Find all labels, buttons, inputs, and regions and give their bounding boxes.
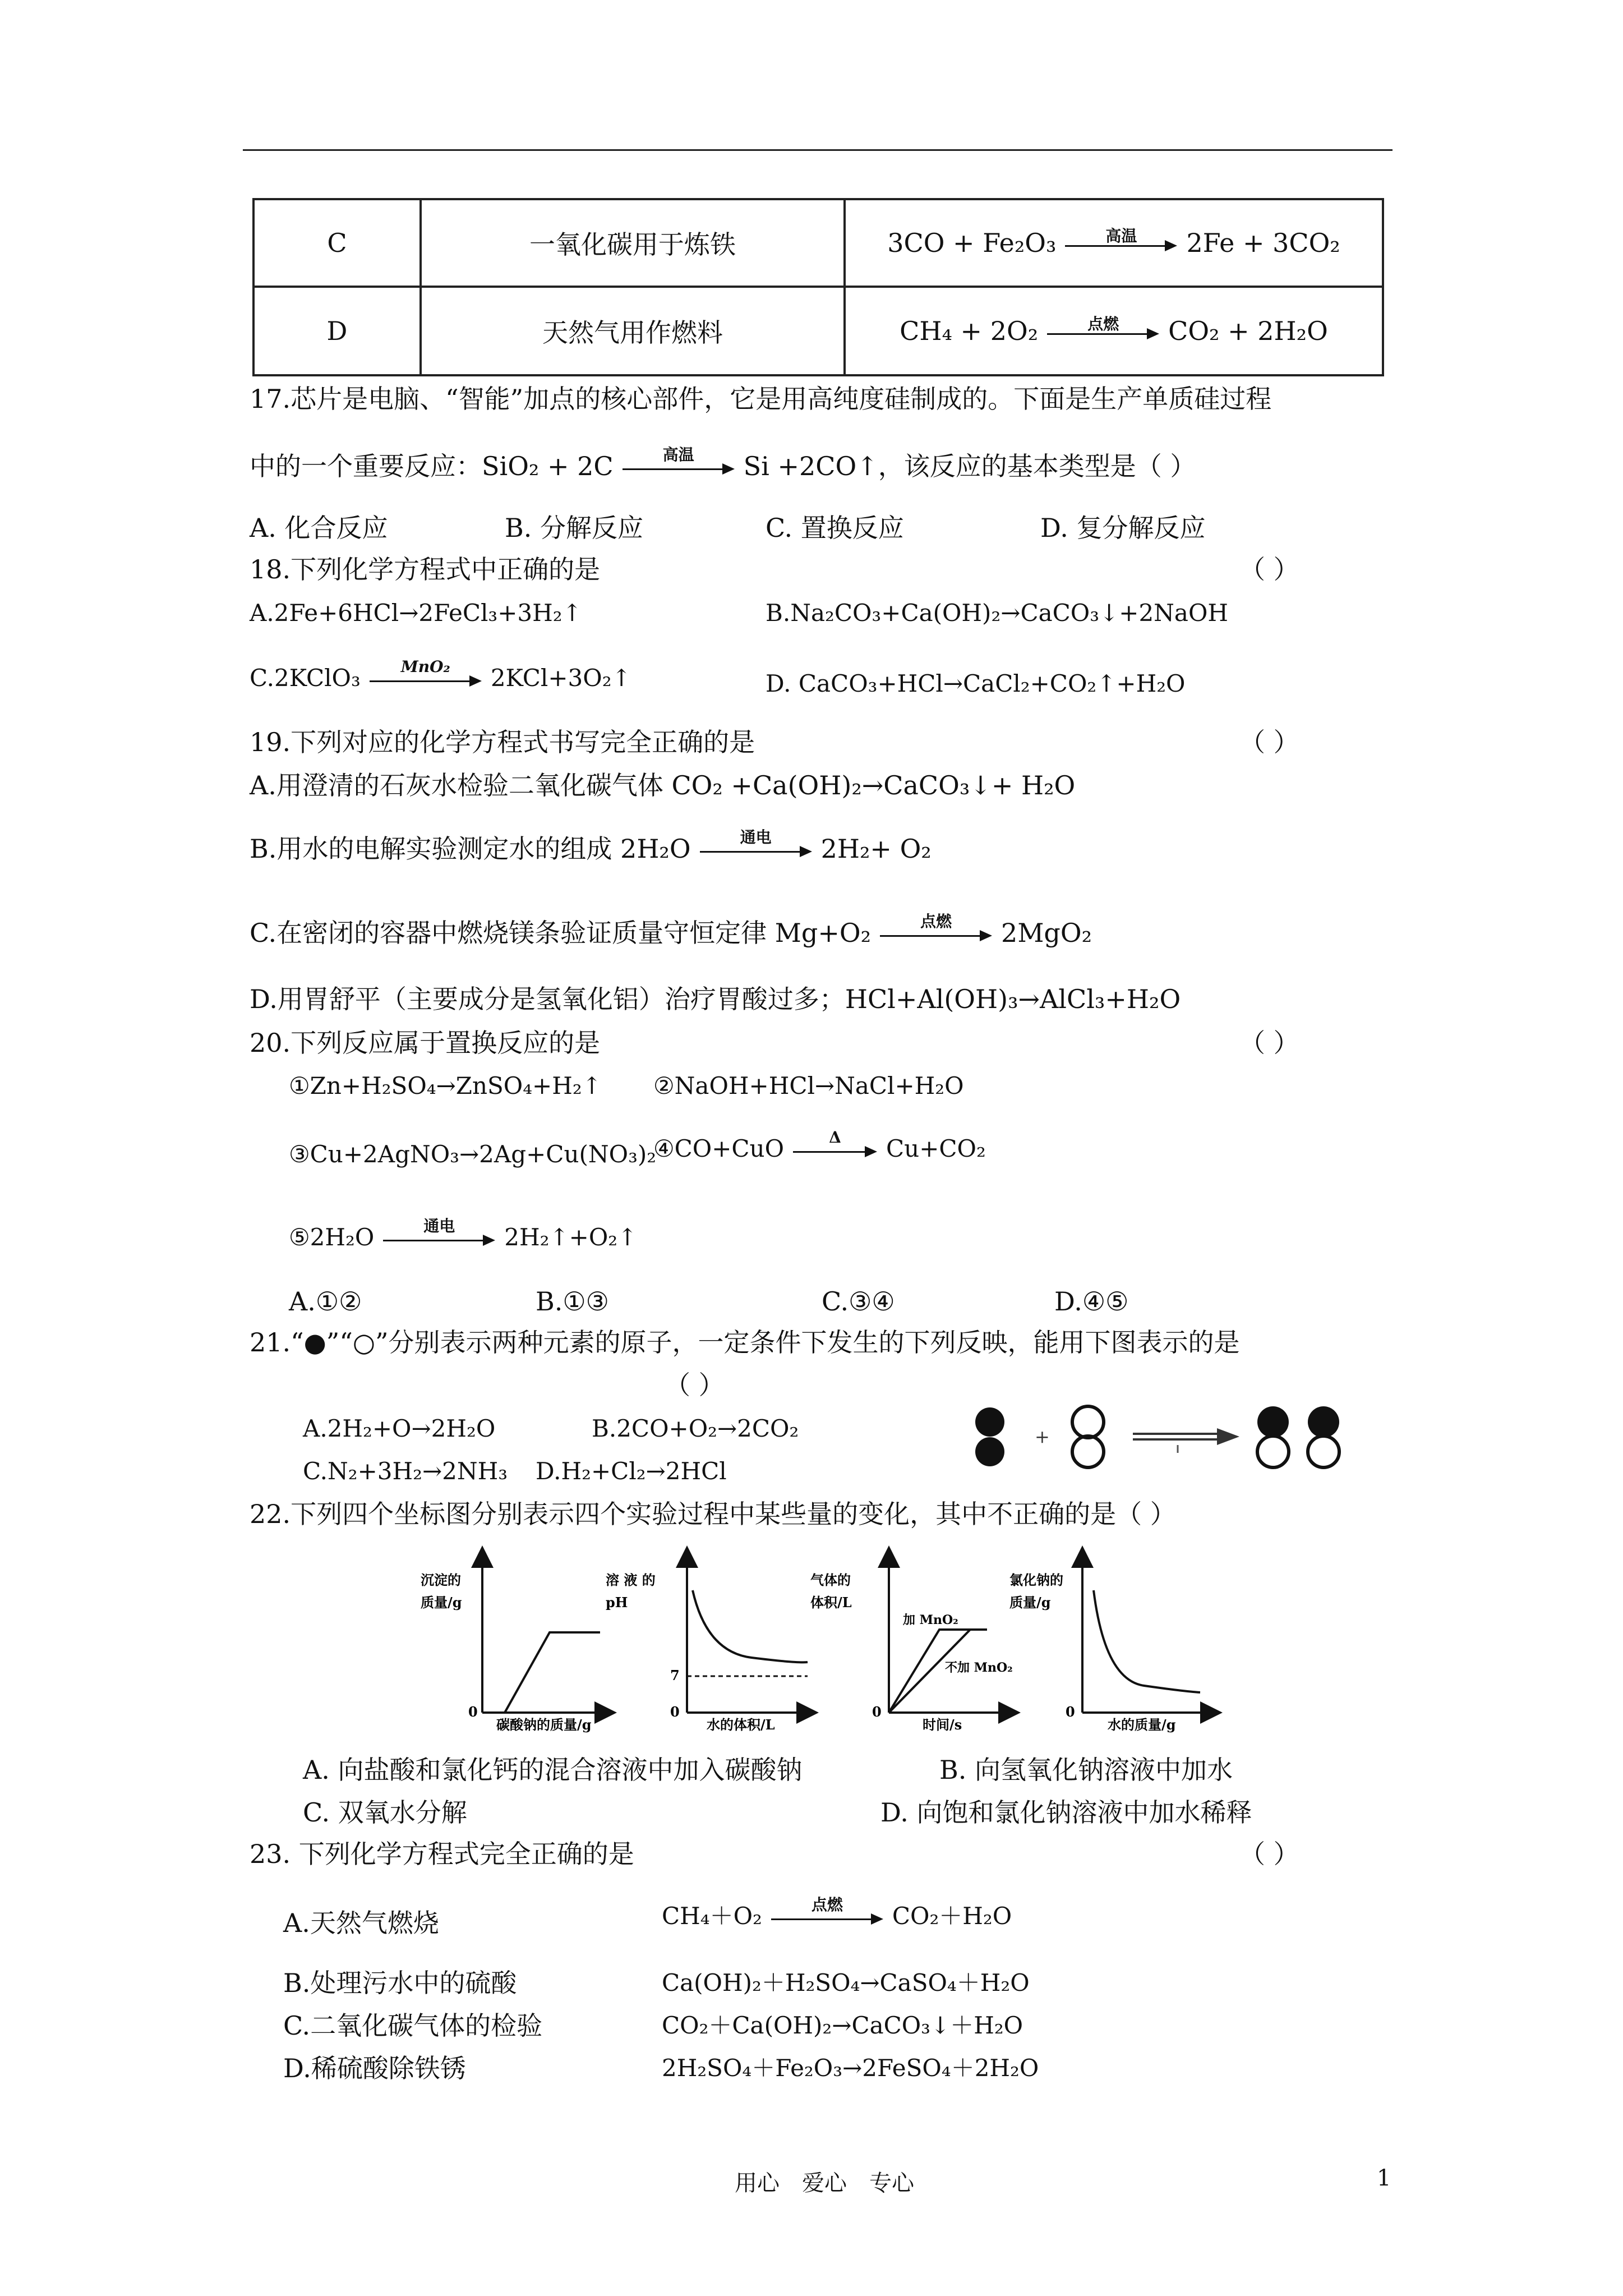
black-atom — [1308, 1406, 1339, 1438]
equation-left: 3CO + Fe₂O₃ — [887, 228, 1057, 258]
table-row — [253, 287, 1383, 375]
graph-ylabel: pH — [606, 1594, 628, 1611]
reaction-arrow — [1047, 315, 1159, 342]
graph-nacl — [1009, 1557, 1211, 1733]
q22-option-a: A. 向盐酸和氯化钙的混合溶液中加入碳酸钠 — [303, 1755, 803, 1785]
q22-stem: 22.下列四个坐标图分别表示四个实验过程中某些量的变化，其中不正确的是（ ） — [250, 1499, 1176, 1529]
q18-option-d: D. CaCO₃+HCl→CaCl₂+CO₂↑+H₂O — [766, 670, 1186, 697]
reaction-arrow — [1133, 1428, 1239, 1453]
q20-stem: 20.下列反应属于置换反应的是 — [250, 1028, 601, 1058]
graph-precipitate — [421, 1557, 606, 1733]
equation-left: C.在密闭的容器中燃烧镁条验证质量守恒定律 Mg+O₂ — [250, 918, 872, 948]
q20-reaction-4 — [653, 1128, 986, 1162]
graph-ylabel: 质量/g — [1009, 1594, 1051, 1611]
q19-option-c — [250, 912, 1092, 948]
graph-xlabel: 时间/s — [923, 1717, 962, 1733]
condition-label: 点燃 — [811, 1895, 843, 1914]
reaction-arrow — [793, 1128, 877, 1160]
table-row — [253, 199, 1383, 287]
table-cell — [845, 287, 1383, 375]
q23-option-a-eq — [662, 1895, 1012, 1930]
q23-option-b-label: B.处理污水中的硫酸 — [283, 1968, 517, 1998]
q23-option-d-eq: 2H₂SO₄＋Fe₂O₃→2FeSO₄＋2H₂O — [662, 2054, 1039, 2082]
condition-label: 高温 — [1105, 227, 1137, 245]
q19-stem: 19.下列对应的化学方程式书写完全正确的是 — [250, 727, 755, 757]
graph-ph — [606, 1557, 808, 1733]
equation-right: Si +2CO↑，该反应的基本类型是（ ） — [743, 451, 1196, 481]
q23-option-d-label: D.稀硫酸除铁锈 — [283, 2053, 466, 2083]
reaction-arrow — [383, 1217, 495, 1249]
white-atom — [1308, 1436, 1339, 1467]
graph-legend: 加 MnO₂ — [903, 1613, 958, 1627]
q17-option-a: A. 化合反应 — [250, 513, 388, 543]
white-atom — [1072, 1436, 1104, 1467]
graph-xlabel: 水的质量/g — [1108, 1717, 1176, 1733]
q21-paren: （ ） — [665, 1370, 725, 1400]
q17-option-c: C. 置换反应 — [766, 513, 904, 543]
q21-option-d: D.H₂+Cl₂→2HCl — [536, 1457, 727, 1485]
q22-option-c: C. 双氧水分解 — [303, 1797, 467, 1828]
graph-origin: 0 — [1066, 1704, 1075, 1720]
equation-right: 2KCl+3O₂↑ — [490, 664, 631, 692]
table-cell: D — [253, 287, 421, 375]
condition-label: 通电 — [740, 828, 772, 846]
equation-left: ④CO+CuO — [653, 1135, 785, 1162]
white-atom — [1257, 1436, 1289, 1467]
white-atom — [1072, 1406, 1104, 1438]
graph-curve — [505, 1632, 600, 1713]
q19-option-d: D.用胃舒平（主要成分是氢氧化铝）治疗胃酸过多；HCl+Al(OH)₃→AlCl₃+H₂O — [250, 984, 1181, 1014]
page-number: 1 — [1377, 2165, 1391, 2191]
graph-origin: 0 — [670, 1704, 680, 1720]
black-atom — [975, 1437, 1004, 1466]
q20-option-d: D.④⑤ — [1054, 1286, 1129, 1317]
q20-option-c: C.③④ — [822, 1286, 895, 1317]
graph-origin: 0 — [468, 1704, 478, 1720]
condition-label: Δ — [829, 1128, 841, 1147]
equation-left: CH₄ + 2O₂ — [900, 316, 1039, 346]
q20-option-a: A.①② — [289, 1286, 362, 1317]
q23-stem: 23. 下列化学方程式完全正确的是 — [250, 1839, 634, 1869]
q18-stem: 18.下列化学方程式中正确的是 — [250, 554, 601, 585]
q21-option-c: C.N₂+3H₂→2NH₃ — [303, 1457, 508, 1485]
q21-option-b: B.2CO+O₂→2CO₂ — [592, 1415, 799, 1442]
equation-left: ⑤2H₂O — [289, 1223, 375, 1251]
equation-right: 2H₂↑+O₂↑ — [504, 1223, 638, 1251]
q19-option-a: A.用澄清的石灰水检验二氧化碳气体 CO₂ +Ca(OH)₂→CaCO₃↓+ H₂O — [250, 770, 1076, 800]
reaction-arrow — [771, 1895, 883, 1927]
q20-reaction-5 — [289, 1217, 638, 1251]
reaction-arrow — [1065, 227, 1177, 254]
q20-option-b: B.①③ — [536, 1286, 609, 1317]
graph-mark: 7 — [670, 1667, 680, 1683]
graph-ylabel: 沉淀的 — [421, 1572, 461, 1588]
graph-xlabel: 碳酸钠的质量/g — [496, 1717, 592, 1733]
q17-option-b: B. 分解反应 — [505, 513, 644, 543]
condition-label: 点燃 — [1087, 315, 1119, 333]
table-cell: C — [253, 199, 421, 287]
q20-paren: （ ） — [1239, 1028, 1299, 1058]
q18-option-a: A.2Fe+6HCl→2FeCl₃+3H₂↑ — [250, 599, 582, 627]
q22-option-d: D. 向饱和氯化钠溶液中加水稀释 — [880, 1797, 1252, 1828]
condition-label: 点燃 — [920, 912, 952, 931]
equation-left: B.用水的电解实验测定水的组成 2H₂O — [250, 834, 691, 864]
black-atom — [1257, 1406, 1289, 1438]
graph-xlabel: 水的体积/L — [707, 1717, 775, 1733]
graph-ylabel: 氯化钠的 — [1009, 1572, 1063, 1588]
equation-right: CO₂＋H₂O — [892, 1902, 1012, 1930]
condition-label: MnO₂ — [400, 657, 450, 676]
plus-sign: + — [1035, 1426, 1050, 1447]
q22-option-b: B. 向氢氧化钠溶液中加水 — [939, 1755, 1233, 1785]
graph-curve — [1094, 1590, 1200, 1692]
reaction-arrow — [700, 828, 812, 860]
condition-label: 通电 — [423, 1217, 455, 1235]
q19-option-b — [250, 828, 932, 864]
graph-legend: 不加 MnO₂ — [945, 1660, 1013, 1675]
reaction-arrow — [623, 445, 735, 477]
q18-option-c — [250, 657, 631, 692]
equation-right: 2H₂+ O₂ — [820, 834, 932, 864]
graph-gas — [810, 1557, 1013, 1733]
reaction-arrow — [880, 912, 992, 944]
table-cell: 天然气用作燃料 — [421, 287, 845, 375]
equation-left: C.2KClO₃ — [250, 664, 361, 692]
q23-option-c-eq: CO₂＋Ca(OH)₂→CaCO₃↓＋H₂O — [662, 2012, 1023, 2039]
q18-paren: （ ） — [1239, 554, 1299, 585]
footer-motto: 用心 爱心 专心 — [735, 2170, 914, 2196]
table-cell — [845, 199, 1383, 287]
q21-option-a: A.2H₂+O→2H₂O — [303, 1415, 496, 1442]
graph-ylabel: 体积/L — [810, 1594, 852, 1611]
table-cell: 一氧化碳用于炼铁 — [421, 199, 845, 287]
equation-right: Cu+CO₂ — [886, 1135, 986, 1162]
equation-right: 2Fe + 3CO₂ — [1186, 228, 1340, 258]
equation-left: 中的一个重要反应：SiO₂ + 2C — [250, 451, 614, 481]
equation-right: 2MgO₂ — [1001, 918, 1092, 948]
q20-reaction-3: ③Cu+2AgNO₃→2Ag+Cu(NO₃)₂ — [289, 1140, 657, 1168]
graph-ylabel: 溶 液 的 — [606, 1572, 656, 1588]
q18-option-b: B.Na₂CO₃+Ca(OH)₂→CaCO₃↓+2NaOH — [766, 599, 1229, 627]
q19-paren: （ ） — [1239, 727, 1299, 757]
header-rule — [243, 149, 1393, 151]
molecule-diagram — [953, 1397, 1357, 1475]
equation-left: CH₄＋O₂ — [662, 1902, 762, 1930]
coordinate-graphs — [415, 1545, 1234, 1736]
black-atom — [975, 1407, 1004, 1437]
q21-stem: 21.“●”“○”分别表示两种元素的原子，一定条件下发生的下列反映，能用下图表示的是 — [250, 1327, 1240, 1358]
reaction-table — [252, 198, 1384, 376]
q17-line1: 17.芯片是电脑、“智能”加点的核心部件，它是用高纯度硅制成的。下面是生产单质硅过程 — [250, 384, 1272, 414]
q20-reaction-1: ①Zn+H₂SO₄→ZnSO₄+H₂↑ — [289, 1072, 602, 1099]
q23-option-a-label: A.天然气燃烧 — [283, 1908, 439, 1938]
reaction-arrow — [370, 657, 482, 689]
graph-curve — [693, 1590, 808, 1662]
equation-right: CO₂ + 2H₂O — [1168, 316, 1328, 346]
graph-ylabel: 气体的 — [810, 1572, 851, 1588]
graph-ylabel: 质量/g — [421, 1594, 462, 1611]
q23-option-c-label: C.二氧化碳气体的检验 — [283, 2010, 543, 2041]
graph-origin: 0 — [872, 1704, 882, 1720]
q23-option-b-eq: Ca(OH)₂＋H₂SO₄→CaSO₄＋H₂O — [662, 1969, 1030, 1996]
q23-paren: （ ） — [1239, 1839, 1299, 1869]
q20-reaction-2: ②NaOH+HCl→NaCl+H₂O — [653, 1072, 964, 1099]
q17-option-d: D. 复分解反应 — [1040, 513, 1206, 543]
q17-line2 — [250, 445, 1196, 481]
condition-label: 高温 — [662, 445, 694, 464]
